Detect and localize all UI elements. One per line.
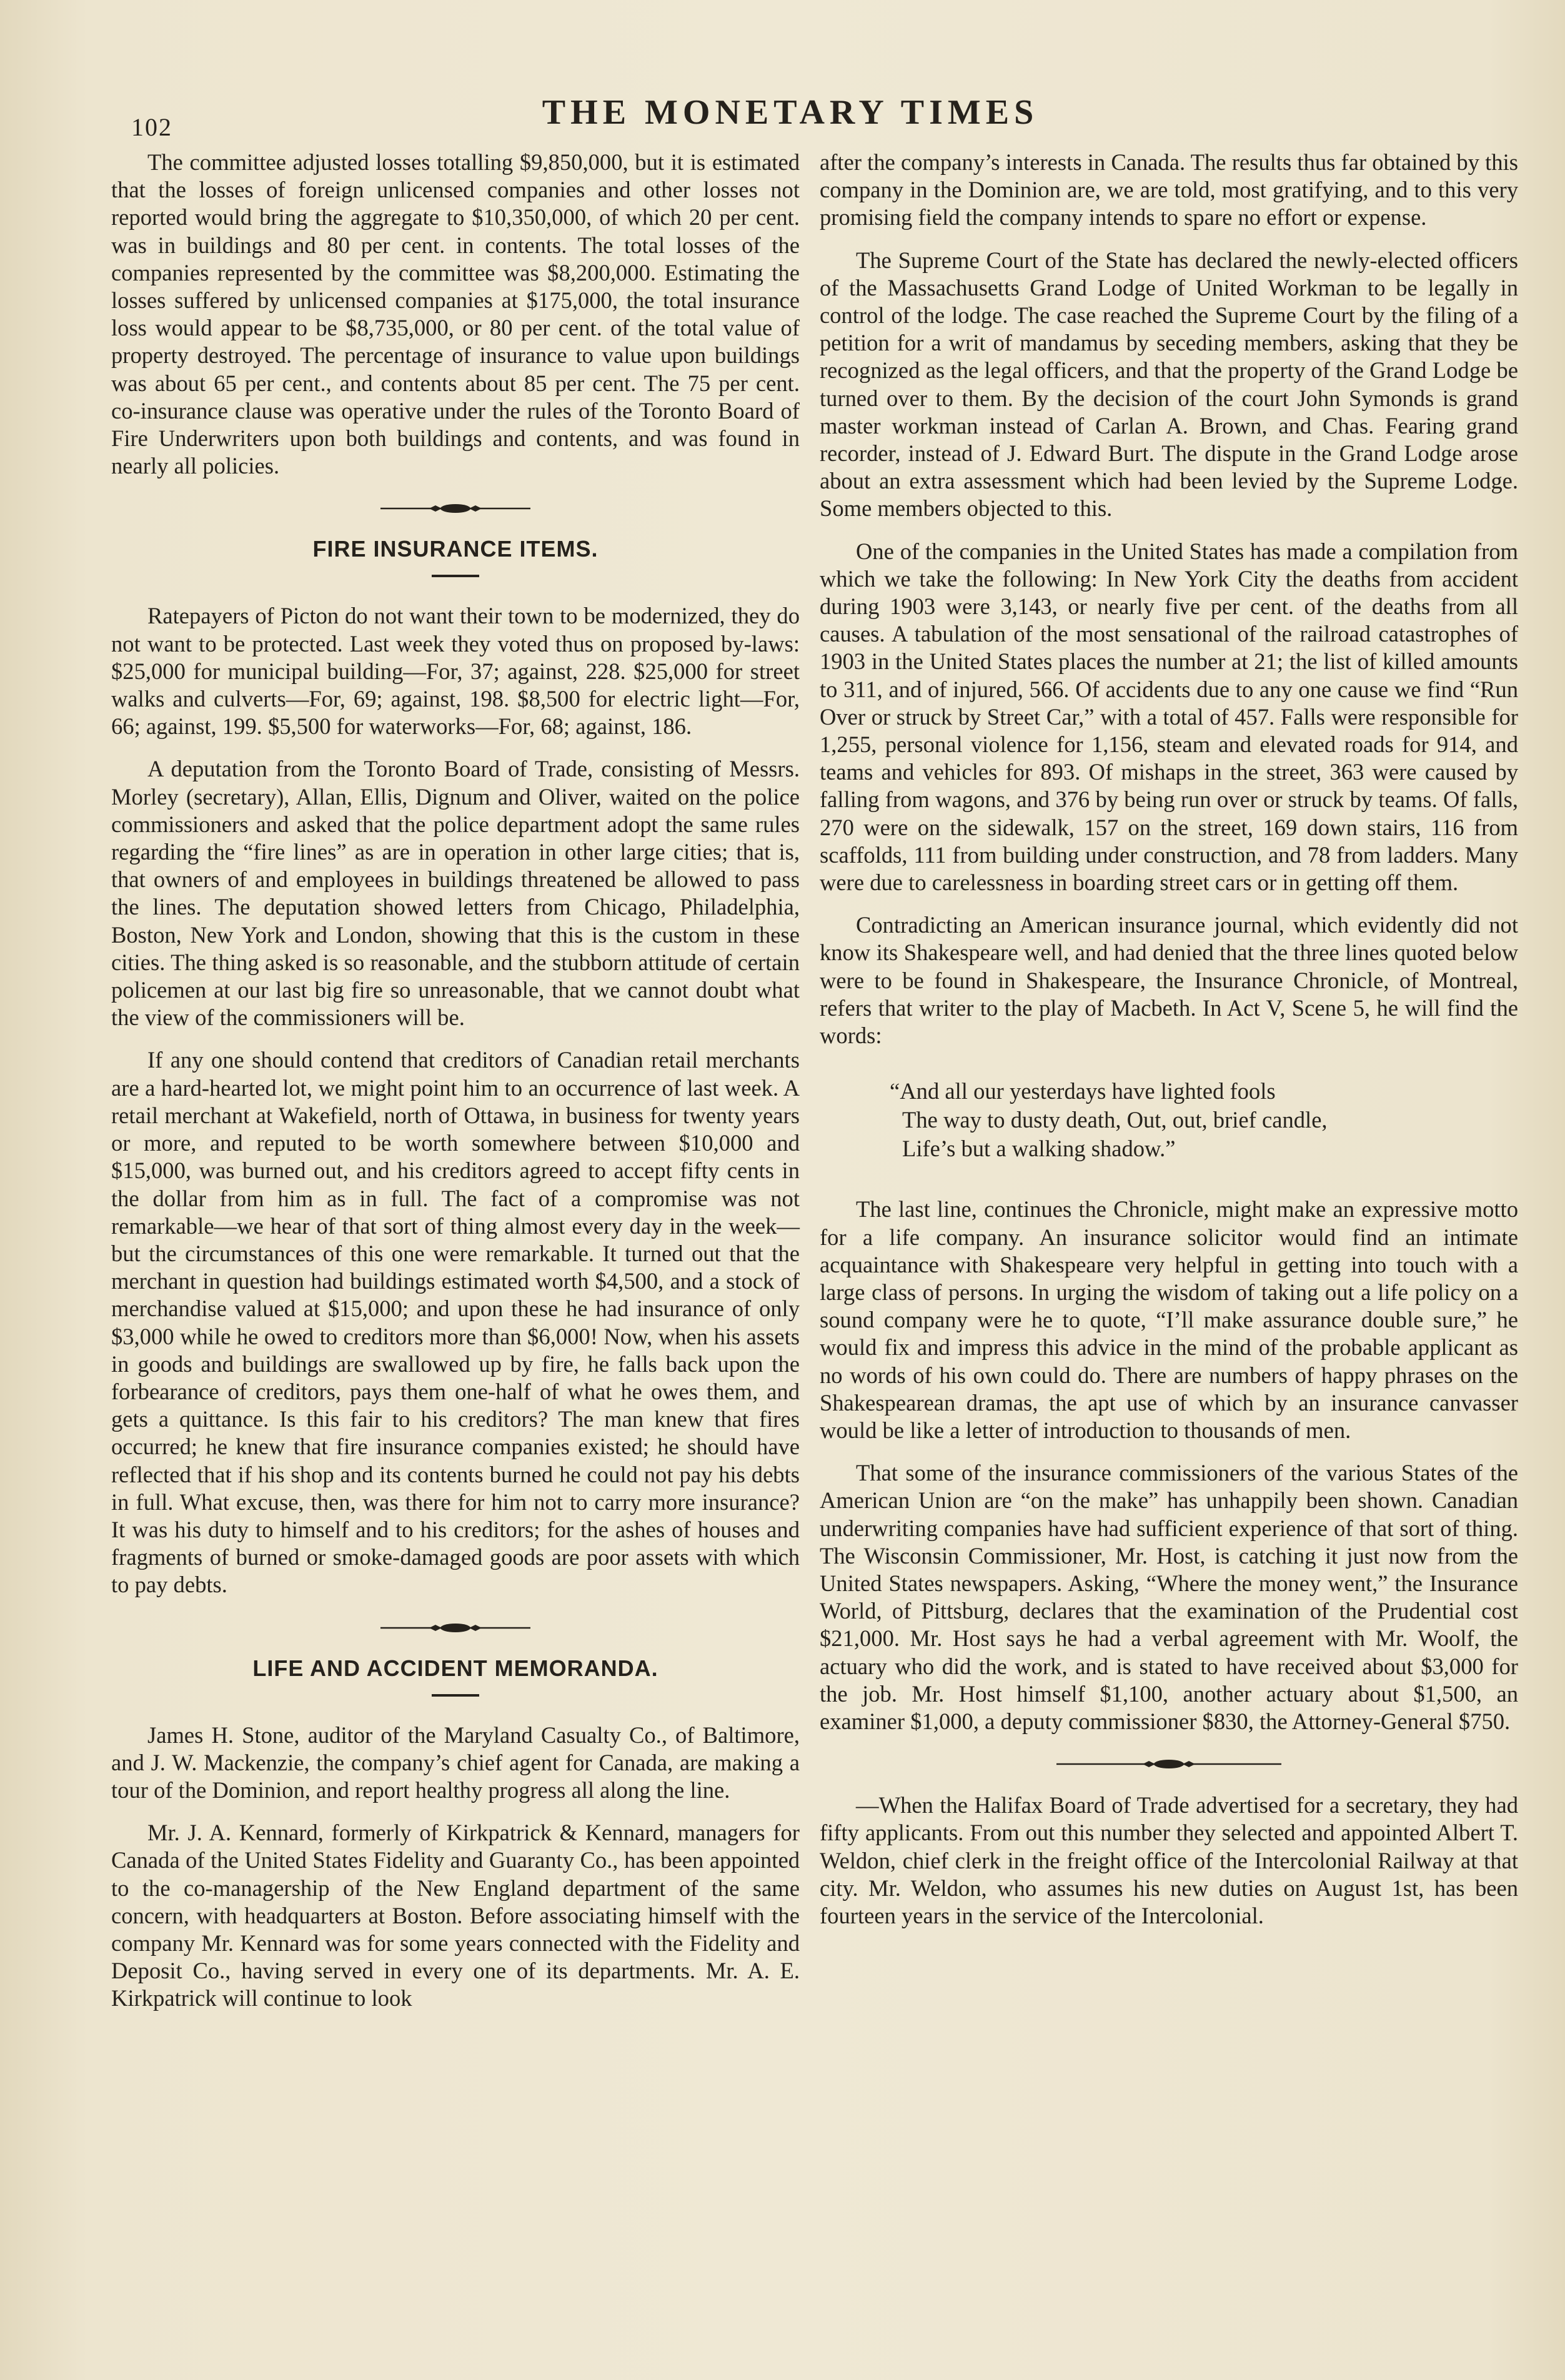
fire-insurance-heading: FIRE INSURANCE ITEMS.: [312, 536, 599, 562]
continuation-paragraph: after the company’s interests in Canada. The results thus far obtained by this company in the Dominion are, we are told, most gratifying, and to this very promising field the company intends to spare no effort or expense.: [820, 149, 1518, 231]
page-number: 102: [131, 113, 172, 141]
heading-rule: [432, 575, 479, 577]
macbeth-quote: [890, 1077, 1518, 1163]
quote-line: Life’s but a walking shadow.”: [902, 1136, 1176, 1162]
article-paragraph: That some of the insurance commissioners of the various States of the American Union are “on the make” has unhappily been shown. Canadian underwriting companies have had sufficient experience of that sort of thing. The Wisconsin Commissioner, Mr. Host, is catching it just now from the United States newspapers. Asking, “Where the money went,” the Insurance World, of Pittsburg, declares that the examination of the Prudential cost $21,000. Mr. Host says he had a verbal agreement with Mr. Woolf, the actuary who did the work, and is stated to have received about $3,000 for the job. Mr. Host himself $1,100, another actuary about $1,500, an examiner $1,000, a deputy commissioner $830, the Attorney-General $750.: [820, 1460, 1518, 1734]
article-paragraph: James H. Stone, auditor of the Maryland Casualty Co., of Baltimore, and J. W. Mackenzie, the company’s chief agent for Canada, are making a tour of the Dominion, and report healthy progress all along the line.: [111, 1722, 800, 1803]
right-column: [820, 149, 1518, 1945]
heading-rule: [432, 1694, 479, 1697]
article-paragraph: Ratepayers of Picton do not want their town to be modernized, they do not want to be protected. Last week they voted thus on proposed by-laws: $25,000 for municipal building—For, 37; against, 228. $25,000 for street walks and culverts—For, 69; against, 198. $8,500 for electric light—For, 66; against, 199. $5,500 for waterworks—For, 68; against, 186.: [111, 603, 800, 740]
article-paragraph: One of the companies in the United States has made a compilation from which we take the following: In New York City the deaths from accident during 1903 were 3,143, or nearly five per cent. of the deaths from all causes. A tabulation of the most sensational of the railroad catastrophes of 1903 in the United States places the number at 21; the list of killed amounts to 311, and of injured, 566. Of accidents due to any one cause we find “Run Over or struck by Street Car,” with a total of 457. Falls were responsible for 1,255, personal violence for 1,156, steam and elevated roads for 914, and teams and vehicles for 893. Of mishaps in the street, 363 were caused by falling from wagons, and 376 by being run over or struck by teams. Of falls, 270 were on the sidewalk, 157 on the street, 169 down stairs, 116 from scaffolds, 111 from building under construction, and 78 from ladders. Many were due to carelessness in boarding street cars or in getting off them.: [820, 538, 1518, 896]
masthead-title: THE MONETARY TIMES: [542, 93, 1039, 132]
ornament-divider: [380, 502, 530, 515]
left-column: [111, 149, 800, 2028]
article-paragraph: —When the Halifax Board of Trade advertised for a secretary, they had fifty applicants. From out this number they selected and appointed Albert T. Weldon, chief clerk in the freight office of the Intercolonial Railway at that city. Mr. Weldon, who assumes his new duties on August 1st, has been fourteen years in the service of the Intercolonial.: [820, 1792, 1518, 1928]
article-paragraph: Contradicting an American insurance journal, which evidently did not know its Shakespeare well, and had denied that the three lines quoted below were to be found in Shakespeare, the Insurance Chronicle, of Montreal, refers that writer to the play of Macbeth. In Act V, Scene 5, he will find the words:: [820, 912, 1518, 1049]
article-paragraph: The Supreme Court of the State has declared the newly-elected officers of the Massachusetts Grand Lodge of United Workman to be legally in control of the lodge. The case reached the Supreme Court by the filing of a petition for a writ of mandamus by seceding members, asking that they be recognized as the legal officers, and that the property of the Grand Lodge be turned over to them. By the decision of the court John Symonds is grand master workman instead of Carlan A. Brown, and Chas. Fearing grand recorder, instead of J. Edward Burt. The dispute in the Grand Lodge arose about an extra assessment which had been levied by the Supreme Lodge. Some members objected to this.: [820, 247, 1518, 522]
article-paragraph: Mr. J. A. Kennard, formerly of Kirkpatrick & Kennard, managers for Canada of the United States Fidelity and Guaranty Co., has been appointed to the co-managership of the New England department of the same concern, with headquarters at Boston. Before associating himself with the company Mr. Kennard was for some years connected with the Fidelity and Deposit Co., having served in every one of its departments. Mr. A. E. Kirkpatrick will continue to look: [111, 1820, 800, 2011]
article-paragraph: A deputation from the Toronto Board of Trade, consisting of Messrs. Morley (secretary), Allan, Ellis, Dignum and Oliver, waited on the police commissioners and asked that the police department adopt the same rules regarding the “fire lines” as are in operation in other large cities; that is, that owners of and employees in buildings threatened be allowed to pass the lines. The deputation showed letters from Chicago, Philadelphia, Boston, New York and London, showing that this is the custom in these cities. The thing asked is so reasonable, and the stubborn attitude of certain policemen at our last big fire so unreasonable, that we cannot doubt what the view of the commissioners will be.: [111, 756, 800, 1031]
quote-line: The way to dusty death, Out, out, brief candle,: [902, 1107, 1328, 1133]
life-accident-heading: LIFE AND ACCIDENT MEMORANDA.: [252, 1655, 658, 1681]
ornament-divider: [380, 1622, 530, 1634]
ornament-divider: [1056, 1758, 1281, 1770]
article-paragraph: If any one should contend that creditors of Canadian retail merchants are a hard-hearted lot, we might point him to an occurrence of last week. A retail merchant at Wakefield, north of Ottawa, in business for twenty years or more, and reputed to be worth somewhere between $10,000 and $15,000, was burned out, and his creditors agreed to accept fifty cents in the dollar from him as in full. The fact of a compromise was not remarkable—we hear of that sort of thing almost every day in the week—but the circumstances of this one were remarkable. It turned out that the merchant in question had buildings estimated worth $4,500, and a stock of merchandise valued at $15,000; and upon these he had insurance of only $3,000 while he owed to creditors more than $6,000! Now, when his assets in goods and buildings are swallowed up by fire, he falls back upon the forbearance of creditors, pays them one-half of what he owes them, and gets a quittance. Is this fair to his creditors? The man knew that fires occurred; he knew that fire insurance companies existed; he should have reflected that if his shop and its contents burned he could not pay his debts in full. What excuse, then, was there for him not to carry more insurance? It was his duty to himself and to his creditors; for the ashes of houses and fragments of burned or smoke-damaged goods are poor assets with which to pay debts.: [111, 1047, 800, 1598]
quote-line: “And all our yesterdays have lighted fools: [890, 1078, 1276, 1104]
article-paragraph: The last line, continues the Chronicle, might make an expressive motto for a life company. An insurance solicitor would find an intimate acquaintance with Shakespeare very helpful in getting into touch with a large class of persons. In urging the wisdom of taking out a life policy on a sound company were he to quote, “I’ll make assurance double sure,” he would fix and impress this advice in the mind of the probable applicant as no words of his own could do. There are numbers of happy phrases on the Shakespearean dramas, the apt use of which by an insurance canvasser would be like a letter of introduction to thousands of men.: [820, 1196, 1518, 1443]
intro-paragraph: The committee adjusted losses totalling $9,850,000, but it is estimated that the losses of foreign unlicensed companies and other losses not reported would bring the aggregate to $10,350,000, of which 20 per cent. was in buildings and 80 per cent. in contents. The total losses of the companies represented by the committee was $8,200,000. Estimating the losses suffered by unlicensed companies at $175,000, the total insurance loss would appear to be $8,735,000, or 80 per cent. of the total value of property destroyed. The percentage of insurance to value upon buildings was about 65 per cent., and contents about 85 per cent. The 75 per cent. co-insurance clause was operative under the rules of the Toronto Board of Fire Underwriters upon both buildings and contents, and was found in nearly all policies.: [111, 149, 800, 479]
